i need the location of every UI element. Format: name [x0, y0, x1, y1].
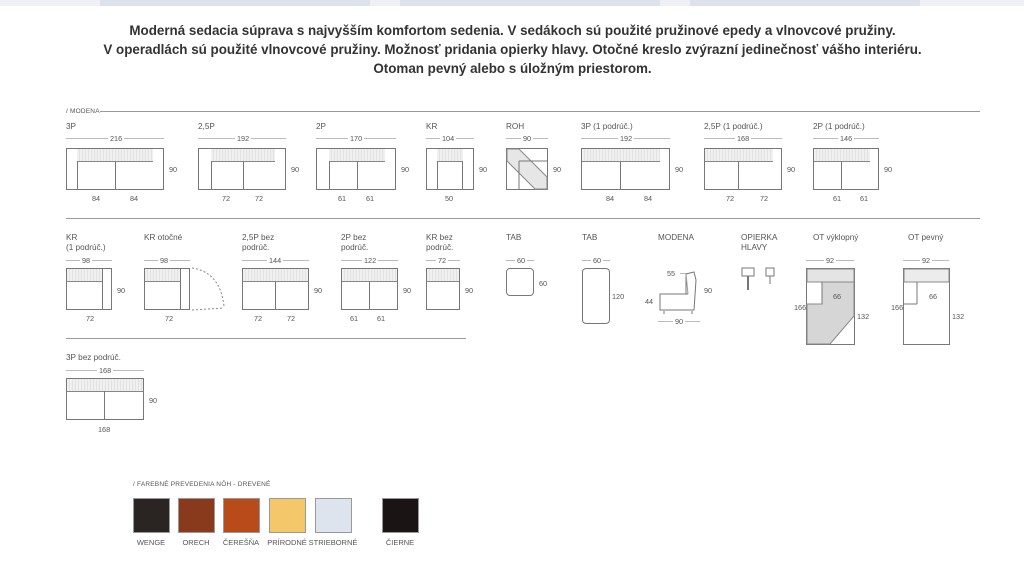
module-label: OPIERKA HLAVY: [741, 233, 778, 252]
width-dim: 168: [99, 366, 112, 375]
depth-dim: 90: [479, 165, 488, 174]
module-drawing: [66, 148, 164, 190]
width-dim: 98: [82, 256, 91, 265]
width-dim: 168: [737, 134, 750, 143]
color-name: ČEREŠŇA: [222, 538, 260, 547]
module-label: KR: [426, 122, 438, 131]
module-drawing: [144, 268, 190, 310]
seat-dim: 72: [255, 194, 264, 203]
depth-dim: 90: [675, 317, 684, 326]
seat-dim: 84: [606, 194, 615, 203]
depth-dim: 90: [675, 165, 684, 174]
ottoman-drawing: [806, 268, 856, 346]
seat-dim: 61: [833, 194, 842, 203]
height-dim: 90: [704, 286, 713, 295]
module-label: MODENA: [658, 233, 694, 242]
width-dim: 170: [350, 134, 363, 143]
color-swatch-cierne: [382, 498, 419, 533]
color-name: WENGE: [136, 538, 166, 547]
color-name: ČIERNE: [385, 538, 415, 547]
depth-dim: 90: [117, 286, 126, 295]
seat-dim: 50: [445, 194, 454, 203]
module-label: 2,5P: [198, 122, 215, 131]
module-label: TAB: [506, 233, 522, 242]
seat-dim: 84: [644, 194, 653, 203]
ottoman-drawing: [903, 268, 951, 346]
color-name: PRÍRODNÉ: [267, 538, 307, 547]
width-dim: 104: [442, 134, 455, 143]
corner-module-drawing: [506, 148, 548, 190]
color-swatch-prirodne: [269, 498, 306, 533]
module-label: KR (1 podrúč.): [66, 233, 106, 252]
color-name: STRIEBORNÉ: [308, 538, 358, 547]
module-drawing: [426, 268, 460, 310]
module-label: 2,5P bez podrúč.: [242, 233, 275, 252]
width-dim: 192: [620, 134, 633, 143]
seat-dim: 72: [86, 314, 95, 323]
module-label: 3P bez podrúč.: [66, 353, 121, 362]
seat-dim: 61: [377, 314, 386, 323]
seat-dim: 72: [726, 194, 735, 203]
depth-dim: 90: [465, 286, 474, 295]
color-swatch-strieborne: [315, 498, 352, 533]
module-drawing: [66, 378, 144, 420]
depth-dim: 60: [539, 279, 548, 288]
row-divider: [66, 338, 466, 339]
module-label: OT výklopný: [813, 233, 859, 242]
width-dim: 92: [922, 256, 931, 265]
depth-dim: 90: [884, 165, 893, 174]
module-drawing: [242, 268, 309, 310]
top-banner-strip: [0, 0, 1024, 6]
module-label: 3P: [66, 122, 77, 131]
width-dim: 90: [523, 134, 532, 143]
seat-dim: 72: [254, 314, 263, 323]
rotation-arc-icon: [190, 266, 230, 312]
width-dim: 72: [438, 256, 447, 265]
length-dim: 166: [794, 303, 807, 312]
depth-dim: 90: [553, 165, 562, 174]
inner-dim: 66: [833, 292, 842, 301]
module-drawing: [426, 148, 474, 190]
module-label: KR bez podrúč.: [426, 233, 454, 252]
intro-text: [90, 21, 935, 78]
inner-dim: 66: [929, 292, 938, 301]
module-label: 2P bez podrúč.: [341, 233, 369, 252]
depth-dim: 120: [612, 292, 625, 301]
depth-dim: 90: [314, 286, 323, 295]
seat-dim: 72: [165, 314, 174, 323]
color-swatch-ceresna: [223, 498, 260, 533]
seat-dim: 72: [287, 314, 296, 323]
width-dim: 192: [237, 134, 250, 143]
table-drawing: [506, 268, 534, 296]
side-profile-drawing: [658, 270, 702, 314]
width-dim: 122: [364, 256, 377, 265]
module-label: 2,5P (1 podrúč.): [704, 122, 763, 131]
depth-dim: 90: [169, 165, 178, 174]
table-drawing: [582, 268, 610, 324]
top-dim: 55: [667, 269, 676, 278]
module-drawing: [341, 268, 398, 310]
seat-dim: 61: [350, 314, 359, 323]
length-dim: 132: [857, 312, 870, 321]
module-label: 2P (1 podrúč.): [813, 122, 865, 131]
module-drawing: [66, 268, 112, 310]
bottom-width-dim: 168: [98, 425, 111, 434]
length-dim: 132: [952, 312, 965, 321]
seat-dim: 72: [222, 194, 231, 203]
module-label: 3P (1 podrúč.): [581, 122, 633, 131]
intro-line-1: Moderná sedacia súprava s najvyšším komfortom sedenia. V sedákoch sú použité pružinové epedy a vlnovcové pružiny.: [129, 23, 896, 38]
width-dim: 146: [840, 134, 853, 143]
intro-line-2: V operadlách sú použité vlnovcové pružiny. Možnosť pridania opierky hlavy. Otočné kreslo zvýrazní jedinečnosť vášho interiéru.: [103, 42, 922, 57]
module-drawing: [581, 148, 670, 190]
seat-dim: 84: [92, 194, 101, 203]
module-drawing: [813, 148, 879, 190]
seat-dim: 84: [130, 194, 139, 203]
seat-dim: 72: [760, 194, 769, 203]
section-divider: [100, 111, 980, 112]
seat-height-dim: 44: [645, 297, 654, 306]
module-drawing: [704, 148, 782, 190]
depth-dim: 90: [401, 165, 410, 174]
length-dim: 166: [891, 303, 904, 312]
module-drawing: [316, 148, 396, 190]
depth-dim: 90: [291, 165, 300, 174]
width-dim: 144: [269, 256, 282, 265]
width-dim: 98: [160, 256, 169, 265]
width-dim: 92: [826, 256, 835, 265]
module-label: TAB: [582, 233, 598, 242]
module-label: KR otočné: [144, 233, 183, 242]
section-title-colors: / FAREBNÉ PREVEDENIA NÔH - DREVENÉ: [133, 481, 271, 488]
width-dim: 216: [110, 134, 123, 143]
seat-dim: 61: [338, 194, 347, 203]
headrest-drawing: [740, 266, 780, 294]
seat-dim: 61: [366, 194, 375, 203]
color-swatch-orech: [178, 498, 215, 533]
module-drawing: [198, 148, 286, 190]
seat-dim: 61: [860, 194, 869, 203]
module-label: ROH: [506, 122, 525, 131]
intro-line-3: Otoman pevný alebo s úložným priestorom.: [373, 61, 652, 76]
section-title-modena: / MODENA: [66, 108, 100, 115]
color-swatch-wenge: [133, 498, 170, 533]
color-name: ORECH: [182, 538, 210, 547]
module-label: OT pevný: [908, 233, 944, 242]
width-dim: 60: [517, 256, 526, 265]
module-label: 2P: [316, 122, 327, 131]
depth-dim: 90: [787, 165, 796, 174]
depth-dim: 90: [403, 286, 412, 295]
row-divider: [66, 218, 980, 219]
width-dim: 60: [593, 256, 602, 265]
depth-dim: 90: [149, 396, 158, 405]
